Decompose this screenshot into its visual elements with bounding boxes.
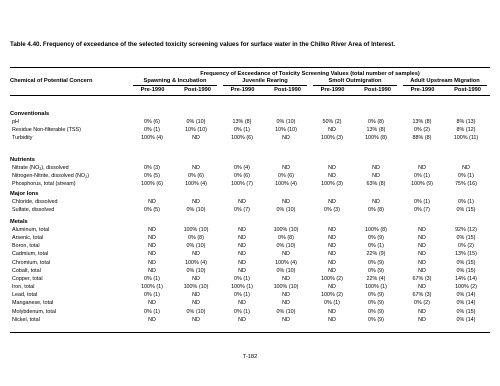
table-cell: 63% (8) <box>366 181 386 188</box>
table-cell: 0% (1) <box>458 199 474 205</box>
table-row <box>0 317 500 325</box>
table-cell: ND <box>238 251 246 258</box>
table-cell: ND <box>328 267 336 274</box>
table-cell: 0% (10) <box>186 243 206 250</box>
table-cell: 22% (9) <box>366 251 386 258</box>
table-cell: 92% (12) <box>455 227 477 233</box>
chemical-name: Nitrate $(NO_3)$, dissolved <box>12 165 69 171</box>
table-cell: ND <box>328 127 336 134</box>
table-cell: 100% (7) <box>231 181 253 188</box>
table-cell: 0% (14) <box>456 316 476 323</box>
chemical-name: Aluminum, total <box>12 227 50 233</box>
table-cell: 0% (1) <box>234 275 250 282</box>
table-row <box>0 127 500 135</box>
chemical-name: Nickel, total <box>12 316 40 323</box>
table-cell: 8% (12) <box>456 127 476 134</box>
table-cell: ND <box>418 316 426 323</box>
chemical-name: Chromium, total <box>12 259 51 266</box>
table-cell: 100% (4) <box>185 181 207 188</box>
table-cell: 10% (10) <box>275 127 297 134</box>
table-top-rule <box>10 67 490 68</box>
table-row <box>0 284 500 292</box>
chemical-name: Iron, total <box>12 284 35 291</box>
header-group-spawning: Spawning & Incubation <box>143 78 207 84</box>
table-cell: ND <box>238 267 246 274</box>
table-cell: ND <box>148 227 156 233</box>
table-cell: ND <box>238 227 246 233</box>
table-row <box>0 173 500 181</box>
header-chemical: Chemical of Potential Concern <box>10 78 93 84</box>
table-cell: 0% (6) <box>278 173 294 180</box>
table-cell: 0% (6) <box>188 173 204 180</box>
table-cell: 0% (10) <box>276 267 296 274</box>
header-subcol: Post-1990 <box>184 87 211 93</box>
table-cell: ND <box>328 243 336 250</box>
table-cell: 0% (15) <box>456 259 476 266</box>
table-row <box>0 135 500 143</box>
table-cell: 0% (8) <box>188 235 204 242</box>
table-cell: 0% (1) <box>144 308 160 315</box>
table-cell: ND <box>372 165 380 171</box>
table-cell: 0% (15) <box>456 207 476 214</box>
table-cell: 0% (8) <box>368 119 384 125</box>
page-number: T-182 <box>242 354 258 360</box>
table-cell: 8% (13) <box>456 119 476 125</box>
table-row <box>0 235 500 243</box>
table-cell: 50% (2) <box>322 119 342 125</box>
table-cell: 100% (2) <box>321 292 343 299</box>
table-cell: ND <box>282 316 290 323</box>
table-cell: ND <box>328 235 336 242</box>
table-cell: ND <box>418 243 426 250</box>
table-cell: 0% (8) <box>368 207 384 214</box>
table-cell: ND <box>192 135 200 142</box>
table-cell: 0% (5) <box>144 173 160 180</box>
table-cell: 0% (9) <box>368 235 384 242</box>
table-cell: 0% (14) <box>456 292 476 299</box>
table-cell: ND <box>282 292 290 299</box>
table-cell: ND <box>282 275 290 282</box>
table-cell: ND <box>328 173 336 180</box>
table-cell: 88% (8) <box>412 135 432 142</box>
table-cell: 0% (9) <box>368 259 384 266</box>
table-cell: ND <box>192 251 200 258</box>
header-subcol: Pre-1990 <box>140 87 165 93</box>
table-cell: ND <box>282 165 290 171</box>
table-cell: ND <box>192 292 200 299</box>
table-row <box>0 292 500 300</box>
table-row <box>0 260 500 268</box>
table-cell: 0% (1) <box>144 292 160 299</box>
chemical-name: Sulfate, dissolved <box>12 207 55 214</box>
header-group-juvenile: Juvenile Rearing <box>242 78 288 84</box>
table-cell: 100% (10) <box>183 227 209 233</box>
chemical-name: pH <box>12 119 19 125</box>
header-subcol: Post-1990 <box>454 87 481 93</box>
table-cell: ND <box>328 259 336 266</box>
table-cell: 13% (15) <box>455 251 477 258</box>
table-cell: 0% (3) <box>324 207 340 214</box>
header-frequency-title: Frequency of Exceedance of Toxicity Screening Values (total number of samples) <box>200 71 420 77</box>
chemical-name: Nitrogen-Nitrite, dissolved $(NO_2)$ <box>12 173 90 180</box>
table-cell: 0% (6) <box>234 173 250 180</box>
table-cell: ND <box>238 243 246 250</box>
table-cell: ND <box>418 308 426 315</box>
header-subcol: Pre-1990 <box>320 87 345 93</box>
table-cell: 0% (14) <box>456 300 476 307</box>
table-cell: ND <box>418 251 426 258</box>
header-group-underline <box>133 85 217 86</box>
table-cell: 0% (10) <box>186 207 206 214</box>
table-cell: ND <box>148 243 156 250</box>
header-subcol: Pre-1990 <box>230 87 255 93</box>
table-cell: 100% (1) <box>365 284 387 291</box>
table-row <box>0 276 500 284</box>
table-cell: 0% (10) <box>186 267 206 274</box>
table-cell: ND <box>328 284 336 291</box>
table-row <box>0 165 500 173</box>
chemical-name: Lead, total <box>12 292 38 299</box>
table-cell: 100% (9) <box>411 181 433 188</box>
table-cell: 0% (9) <box>368 308 384 315</box>
table-cell: 13% (8) <box>366 127 386 134</box>
chemical-name: Cadmium, total <box>12 251 49 258</box>
table-cell: 0% (10) <box>276 119 296 125</box>
table-cell: 100% (4) <box>141 135 163 142</box>
table-cell: 0% (1) <box>144 127 160 134</box>
table-cell: 100% (10) <box>183 284 209 291</box>
table-cell: ND <box>238 235 246 242</box>
table-cell: ND <box>192 300 200 307</box>
table-cell: 0% (9) <box>368 300 384 307</box>
table-cell: 0% (1) <box>414 199 430 205</box>
section-title: Major Ions <box>10 191 39 197</box>
table-cell: 0% (1) <box>458 173 474 180</box>
table-cell: ND <box>192 199 200 205</box>
table-row <box>0 207 500 215</box>
table-cell: ND <box>372 173 380 180</box>
table-cell: 0% (15) <box>456 267 476 274</box>
table-cell: ND <box>148 316 156 323</box>
header-group-underline <box>223 85 307 86</box>
table-row <box>0 199 500 207</box>
table-cell: 100% (1) <box>231 284 253 291</box>
table-cell: ND <box>148 259 156 266</box>
table-cell: 100% (1) <box>141 284 163 291</box>
table-cell: ND <box>148 300 156 307</box>
table-cell: ND <box>282 251 290 258</box>
table-row <box>0 309 500 317</box>
table-cell: 0% (10) <box>186 308 206 315</box>
table-cell: ND <box>418 235 426 242</box>
table-cell: 0% (9) <box>368 316 384 323</box>
table-cell: ND <box>328 308 336 315</box>
table-cell: ND <box>238 300 246 307</box>
table-cell: ND <box>328 199 336 205</box>
table-cell: 0% (1) <box>414 173 430 180</box>
table-cell: 0% (7) <box>414 207 430 214</box>
table-cell: 0% (10) <box>276 243 296 250</box>
table-cell: 0% (1) <box>234 292 250 299</box>
table-cell: 100% (6) <box>141 181 163 188</box>
table-cell: 0% (4) <box>234 165 250 171</box>
table-cell: ND <box>328 227 336 233</box>
table-cell: 0% (15) <box>456 308 476 315</box>
chemical-name: Chloride, dissolved <box>12 199 58 205</box>
table-cell: 0% (1) <box>324 300 340 307</box>
header-subcol: Pre-1990 <box>410 87 435 93</box>
table-cell: ND <box>148 267 156 274</box>
table-cell: 100% (4) <box>185 259 207 266</box>
table-cell: ND <box>328 165 336 171</box>
table-cell: 0% (2) <box>414 127 430 134</box>
header-group-smolt: Smolt Outmigration <box>328 78 382 84</box>
table-cell: ND <box>418 284 426 291</box>
table-cell: 100% (11) <box>453 135 479 142</box>
table-cell: 0% (9) <box>368 267 384 274</box>
table-cell: 100% (4) <box>275 181 297 188</box>
chemical-name: Arsenic, total <box>12 235 44 242</box>
table-row <box>0 243 500 251</box>
table-cell: ND <box>238 316 246 323</box>
section-title: Nutrients <box>10 157 35 163</box>
table-cell: 10% (10) <box>185 127 207 134</box>
table-cell: ND <box>418 267 426 274</box>
table-cell: 13% (8) <box>412 119 432 125</box>
table-cell: ND <box>192 316 200 323</box>
header-subcol: Post-1990 <box>364 87 391 93</box>
section-title: Metals <box>10 219 28 225</box>
table-cell: 13% (8) <box>232 119 252 125</box>
header-group-underline <box>313 85 397 86</box>
table-cell: ND <box>238 199 246 205</box>
chemical-name: Phosphorus, total (stream) <box>12 181 76 188</box>
table-row <box>0 300 500 308</box>
table-cell: ND <box>372 199 380 205</box>
table-caption: Table 4.40. Frequency of exceedance of the selected toxicity screening values for surface water in the Chilko River Area of Interest. <box>10 41 396 48</box>
header-group-underline <box>403 85 487 86</box>
table-row <box>0 251 500 259</box>
table-cell: 0% (2) <box>458 243 474 250</box>
table-cell: ND <box>148 251 156 258</box>
table-cell: 22% (4) <box>366 275 386 282</box>
table-bottom-rule <box>10 332 490 333</box>
table-cell: ND <box>462 165 470 171</box>
table-row <box>0 268 500 276</box>
table-cell: 0% (8) <box>278 235 294 242</box>
chemical-name: Residue Non-filterable (TSS) <box>12 127 81 134</box>
table-cell: 0% (9) <box>368 292 384 299</box>
table-cell: 67% (3) <box>412 292 432 299</box>
table-cell: 0% (5) <box>144 207 160 214</box>
table-cell: 0% (7) <box>234 207 250 214</box>
table-cell: 0% (1) <box>368 243 384 250</box>
table-row <box>0 181 500 189</box>
table-cell: 67% (3) <box>412 275 432 282</box>
chemical-name: Molybdenum, total <box>12 308 57 315</box>
table-cell: ND <box>328 251 336 258</box>
table-cell: 75% (16) <box>455 181 477 188</box>
table-cell: 100% (3) <box>321 181 343 188</box>
table-cell: 0% (1) <box>234 127 250 134</box>
chemical-name: Cobalt, total <box>12 267 41 274</box>
table-cell: 0% (10) <box>186 119 206 125</box>
table-cell: ND <box>418 259 426 266</box>
table-cell: 14% (14) <box>455 275 477 282</box>
table-cell: ND <box>148 235 156 242</box>
table-cell: ND <box>328 316 336 323</box>
section-title: Conventionals <box>10 111 50 117</box>
table-cell: 100% (2) <box>455 284 477 291</box>
table-cell: 100% (8) <box>365 135 387 142</box>
header-subcol: Post-1990 <box>274 87 301 93</box>
table-cell: 0% (1) <box>234 308 250 315</box>
table-cell: ND <box>282 300 290 307</box>
table-cell: 100% (10) <box>273 284 299 291</box>
header-group-adult: Adult Upstream Migration <box>410 78 480 84</box>
table-cell: ND <box>238 259 246 266</box>
chemical-name: Manganese, total <box>12 300 54 307</box>
table-cell: 100% (2) <box>321 275 343 282</box>
chemical-name: Copper, total <box>12 275 43 282</box>
table-cell: ND <box>282 199 290 205</box>
table-cell: 100% (3) <box>321 135 343 142</box>
table-cell: 0% (3) <box>144 165 160 171</box>
table-cell: 0% (10) <box>276 207 296 214</box>
table-cell: 0% (1) <box>144 275 160 282</box>
table-cell: 100% (4) <box>275 259 297 266</box>
header-bottom-rule <box>10 95 490 96</box>
table-cell: 0% (2) <box>414 300 430 307</box>
table-cell: ND <box>192 275 200 282</box>
chemical-name: Boron, total <box>12 243 40 250</box>
table-row <box>0 227 500 235</box>
table-cell: ND <box>282 135 290 142</box>
table-cell: 0% (10) <box>276 308 296 315</box>
table-cell: ND <box>148 199 156 205</box>
table-cell: 100% (10) <box>273 227 299 233</box>
table-cell: ND <box>192 165 200 171</box>
table-cell: 100% (6) <box>231 135 253 142</box>
table-cell: 0% (15) <box>456 235 476 242</box>
table-row <box>0 119 500 127</box>
table-cell: ND <box>418 227 426 233</box>
table-cell: ND <box>418 165 426 171</box>
table-cell: 0% (6) <box>144 119 160 125</box>
table-cell: 100% (8) <box>365 227 387 233</box>
chemical-name: Turbidity <box>12 135 33 142</box>
